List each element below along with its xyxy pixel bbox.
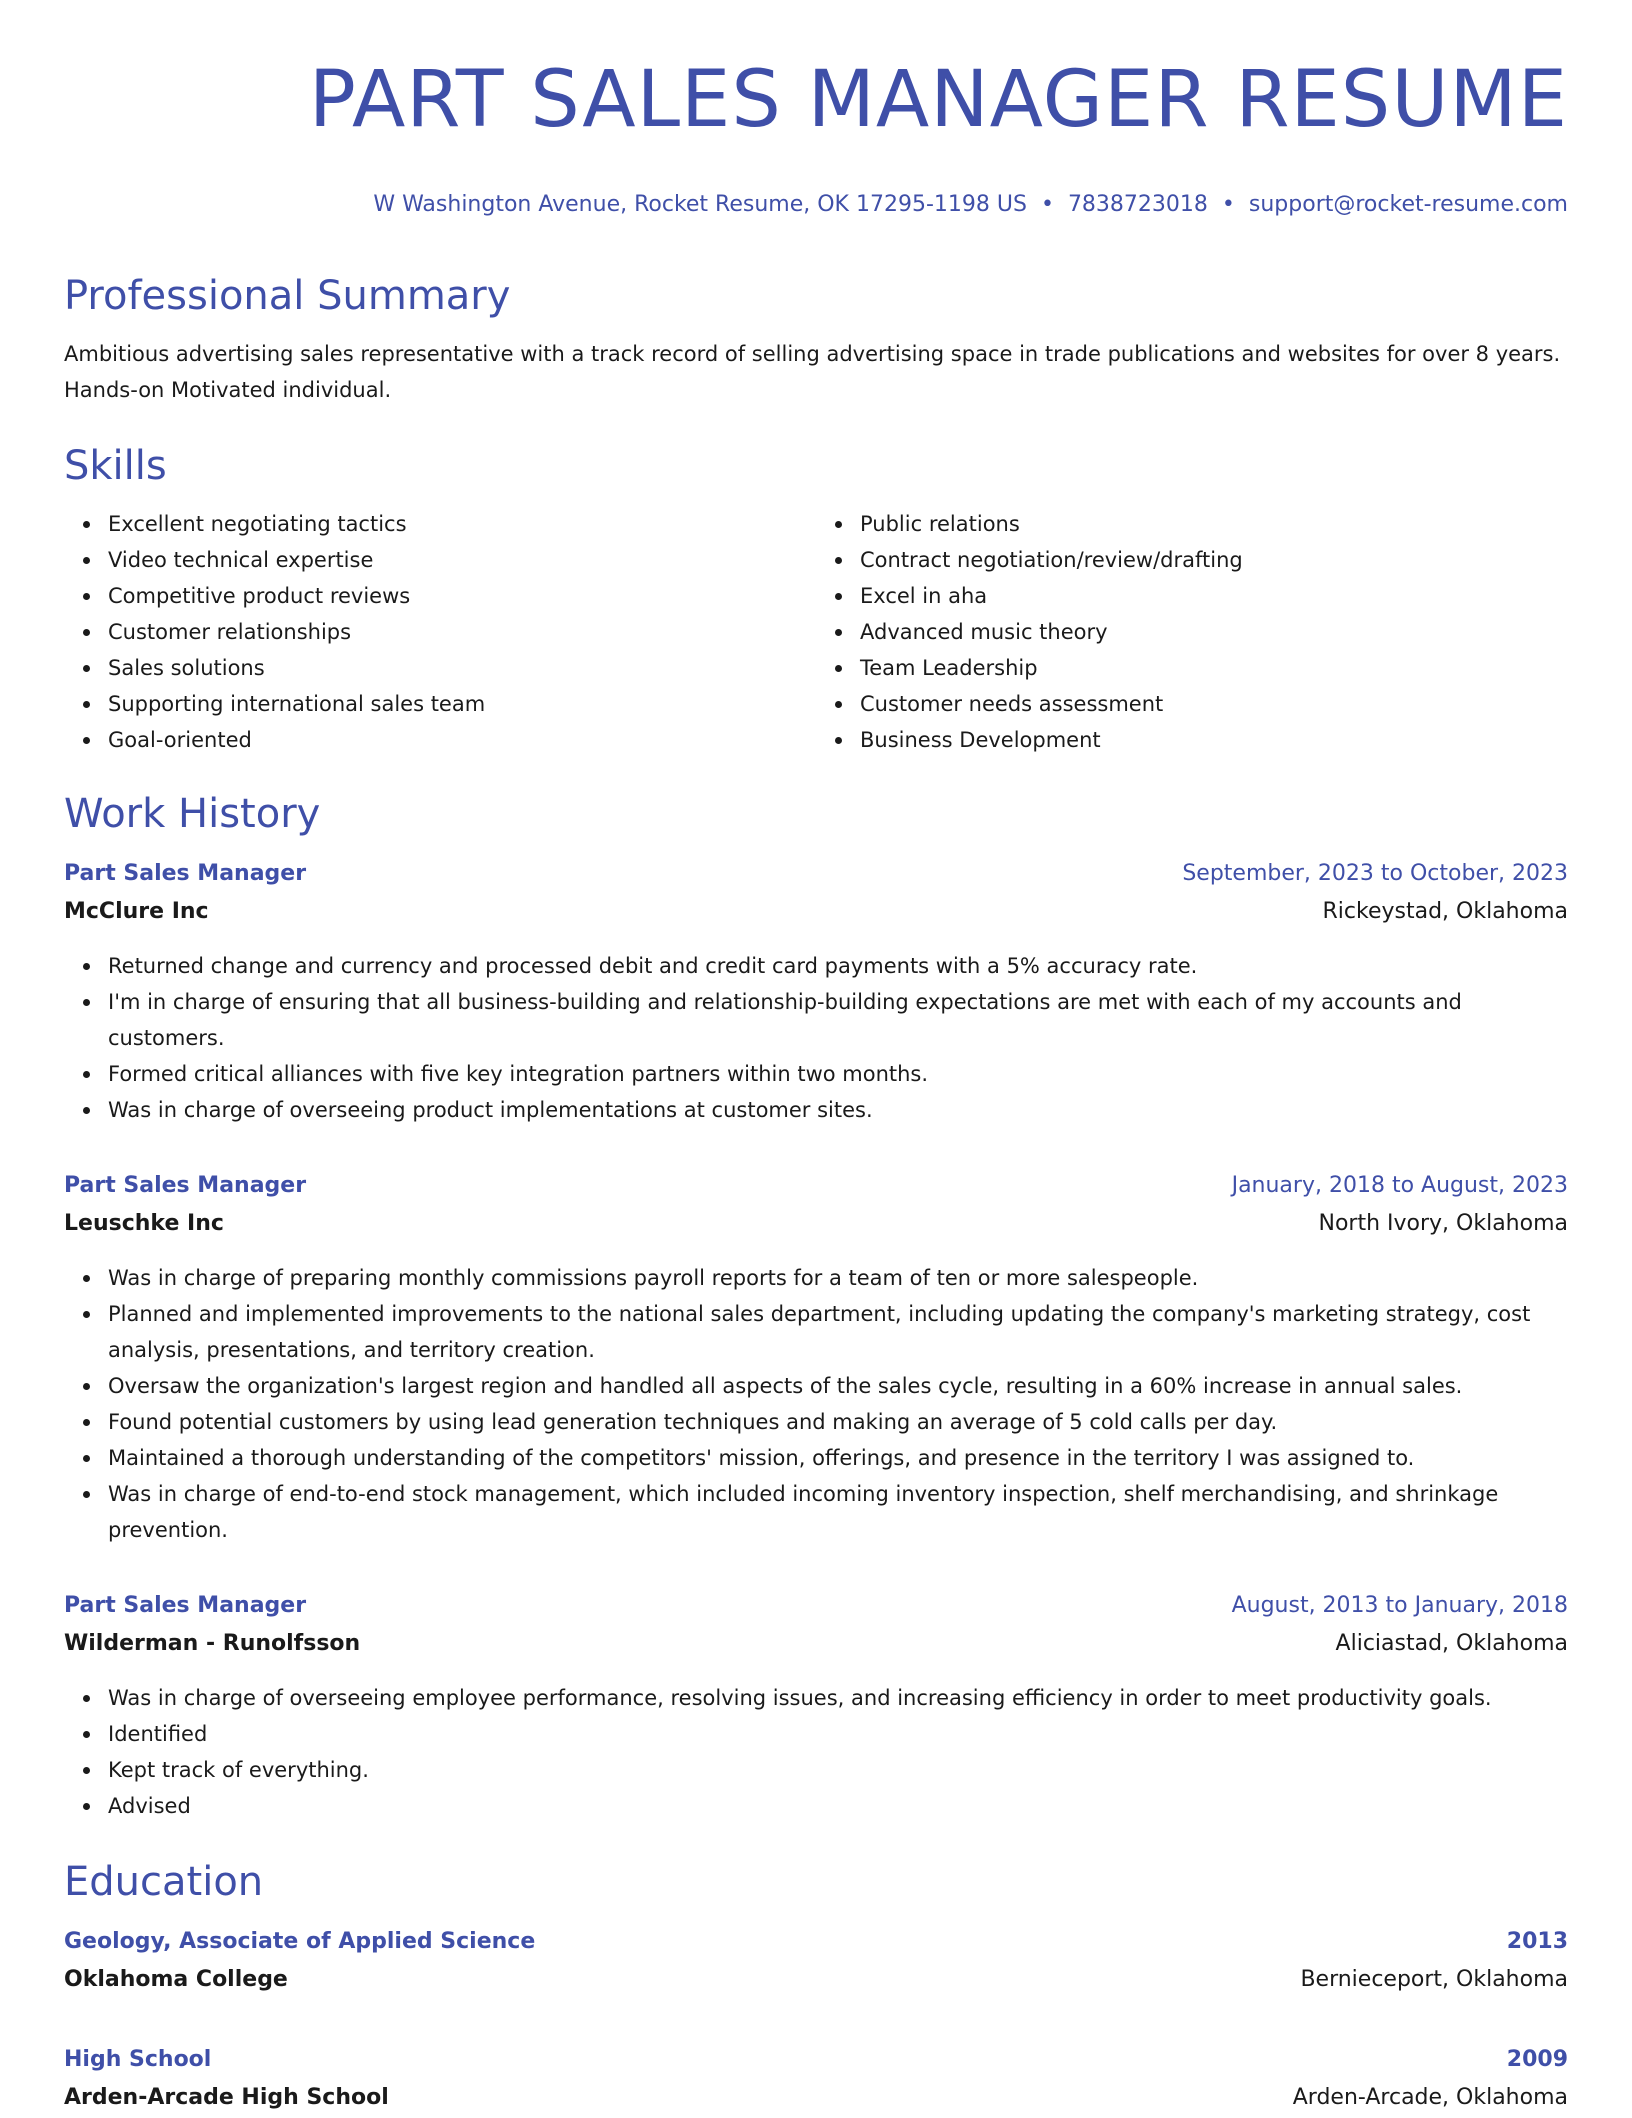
education-school-row (64, 1960, 1568, 2000)
job-location: Rickeystad, Oklahoma (1322, 899, 1568, 924)
education-section (64, 1856, 1568, 2118)
education-school: Arden-Arcade High School (64, 2085, 389, 2110)
skill-item: Sales solutions (108, 650, 816, 686)
education-degree: High School (64, 2047, 212, 2072)
job-dates: August, 2013 to January, 2018 (1231, 1593, 1568, 1618)
contact-separator: • (1221, 192, 1235, 217)
education-year: 2013 (1506, 1929, 1568, 1954)
summary-section (64, 270, 1568, 408)
work-history-section (64, 788, 1568, 1824)
skill-item: Competitive product reviews (108, 578, 816, 614)
contact-line (64, 190, 1568, 220)
summary-text: Ambitious advertising sales representative with a track record of selling advertising space in trade publications and websites for over 8 years. Hands-on Motivated individual. (64, 342, 1561, 402)
job-location: Aliciastad, Oklahoma (1335, 1631, 1568, 1656)
skill-item: Business Development (860, 722, 1568, 758)
job-bullet: Identified (108, 1716, 1568, 1752)
skill-item: Excel in aha (860, 578, 1568, 614)
skills-section (64, 440, 1568, 758)
job-entry (64, 1168, 1568, 1548)
skill-item: Contract negotiation/review/drafting (860, 542, 1568, 578)
job-company-row (64, 892, 1568, 932)
job-title-row (64, 856, 1568, 892)
job-bullet: Was in charge of overseeing product implementations at customer sites. (108, 1092, 1568, 1128)
job-dates: January, 2018 to August, 2023 (1231, 1173, 1568, 1198)
skill-item: Goal-oriented (108, 722, 816, 758)
job-bullet: Planned and implemented improvements to the national sales department, including updating the company's marketing strategy, cost analysis, presentations, and territory creation. (108, 1296, 1568, 1368)
job-title: Part Sales Manager (64, 861, 307, 886)
resume-header (64, 52, 1568, 220)
job-bullet: Found potential customers by using lead generation techniques and making an average of 5 cold calls per day. (108, 1404, 1568, 1440)
job-bullet: Advised (108, 1788, 1568, 1824)
job-company: McClure Inc (64, 899, 209, 924)
job-bullet: Oversaw the organization's largest region and handled all aspects of the sales cycle, resulting in a 60% increase in annual sales. (108, 1368, 1568, 1404)
contact-phone: 7838723018 (1067, 192, 1208, 217)
summary-heading: Professional Summary (64, 273, 511, 319)
job-title-row (64, 1168, 1568, 1204)
education-year: 2009 (1506, 2047, 1568, 2072)
job-bullet: Returned change and currency and processed debit and credit card payments with a 5% accuracy rate. (108, 948, 1568, 984)
education-degree: Geology, Associate of Applied Science (64, 1929, 536, 1954)
job-dates: September, 2023 to October, 2023 (1182, 861, 1568, 886)
skills-right-column (816, 506, 1568, 758)
job-company: Wilderman - Runolfsson (64, 1631, 361, 1656)
job-bullets (64, 948, 1568, 1128)
job-company-row (64, 1624, 1568, 1664)
skill-item: Public relations (860, 506, 1568, 542)
contact-address: W Washington Avenue, Rocket Resume, OK 17295-1198 US (373, 192, 1027, 217)
job-entry (64, 1588, 1568, 1824)
job-bullet: Kept track of everything. (108, 1752, 1568, 1788)
job-title-row (64, 1588, 1568, 1624)
job-bullet: I'm in charge of ensuring that all business-building and relationship-building expectations are met with each of my accounts and customers. (108, 984, 1568, 1056)
education-degree-row (64, 1924, 1568, 1960)
job-bullets (64, 1680, 1568, 1824)
skill-item: Team Leadership (860, 650, 1568, 686)
job-location: North Ivory, Oklahoma (1318, 1211, 1568, 1236)
skill-item: Excellent negotiating tactics (108, 506, 816, 542)
job-bullet: Was in charge of overseeing employee performance, resolving issues, and increasing efficiency in order to meet productivity goals. (108, 1680, 1568, 1716)
job-company: Leuschke Inc (64, 1211, 224, 1236)
education-degree-row (64, 2042, 1568, 2078)
skill-item: Advanced music theory (860, 614, 1568, 650)
skill-item: Customer needs assessment (860, 686, 1568, 722)
job-title: Part Sales Manager (64, 1173, 307, 1198)
skill-item: Supporting international sales team (108, 686, 816, 722)
job-bullet: Formed critical alliances with five key integration partners within two months. (108, 1056, 1568, 1092)
page-title: PART SALES MANAGER RESUME (308, 55, 1568, 145)
contact-email[interactable]: support@rocket-resume.com (1248, 192, 1568, 217)
job-title: Part Sales Manager (64, 1593, 307, 1618)
job-bullets (64, 1260, 1568, 1548)
education-entry (64, 2042, 1568, 2118)
skills-left-column (64, 506, 816, 758)
job-company-row (64, 1204, 1568, 1244)
job-bullet: Was in charge of end-to-end stock management, which included incoming inventory inspection, shelf merchandising, and shrinkage prevention. (108, 1476, 1568, 1548)
education-heading: Education (64, 1859, 264, 1905)
skill-item: Video technical expertise (108, 542, 816, 578)
education-school: Oklahoma College (64, 1967, 288, 1992)
work-history-heading: Work History (64, 791, 321, 837)
job-entry (64, 856, 1568, 1128)
skills-grid (64, 506, 1568, 758)
job-bullet: Was in charge of preparing monthly commissions payroll reports for a team of ten or more salespeople. (108, 1260, 1568, 1296)
contact-separator: • (1040, 192, 1054, 217)
education-location: Arden-Arcade, Oklahoma (1292, 2085, 1568, 2110)
job-bullet: Maintained a thorough understanding of the competitors' mission, offerings, and presence in the territory I was assigned to. (108, 1440, 1568, 1476)
education-entry (64, 1924, 1568, 2000)
education-school-row (64, 2078, 1568, 2118)
skills-heading: Skills (64, 443, 167, 489)
skill-item: Customer relationships (108, 614, 816, 650)
education-location: Bernieceport, Oklahoma (1300, 1967, 1568, 1992)
